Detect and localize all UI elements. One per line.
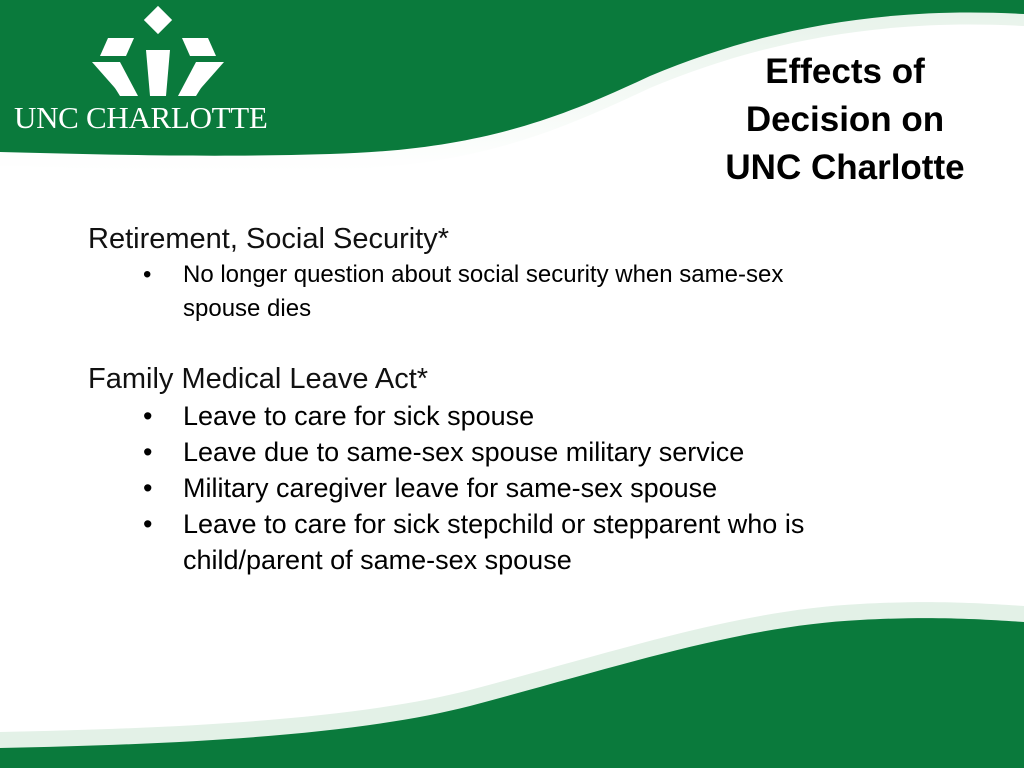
bullet-text: Military caregiver leave for same-sex spouse: [183, 473, 718, 503]
bullet-dot: •: [143, 437, 153, 467]
bullet-item: [88, 506, 843, 578]
section-heading: Retirement, Social Security*: [88, 223, 450, 255]
logo-wordmark: UNC CHARLOTTE: [14, 100, 268, 135]
bullet-dot: •: [143, 401, 153, 431]
bullet-dot: •: [143, 473, 153, 503]
bullet-list: [88, 398, 868, 578]
slide-body: [88, 220, 868, 612]
retirement-section: [88, 220, 868, 326]
slide-title: [700, 48, 990, 192]
bullet-item: [88, 258, 843, 326]
bullet-item: [88, 398, 843, 434]
bullet-text: No longer question about social security when same-sex spouse dies: [183, 261, 784, 322]
slide-title-line: Decision on: [745, 100, 945, 139]
slide-title-line: Effects of: [765, 52, 925, 91]
bullet-text: Leave to care for sick stepchild or stepparent who is child/parent of same-sex spouse: [183, 509, 805, 575]
bullet-text: Leave to care for sick spouse: [183, 401, 535, 431]
bullet-dot: •: [143, 261, 152, 288]
fmla-section: [88, 360, 868, 578]
bullet-item: [88, 470, 843, 506]
bullet-dot: •: [143, 509, 153, 539]
section-heading: Family Medical Leave Act*: [88, 363, 429, 395]
bullet-list: [88, 258, 868, 326]
bullet-text: Leave due to same-sex spouse military service: [183, 437, 745, 467]
bullet-item: [88, 434, 843, 470]
slide-title-line: UNC Charlotte: [725, 148, 965, 187]
